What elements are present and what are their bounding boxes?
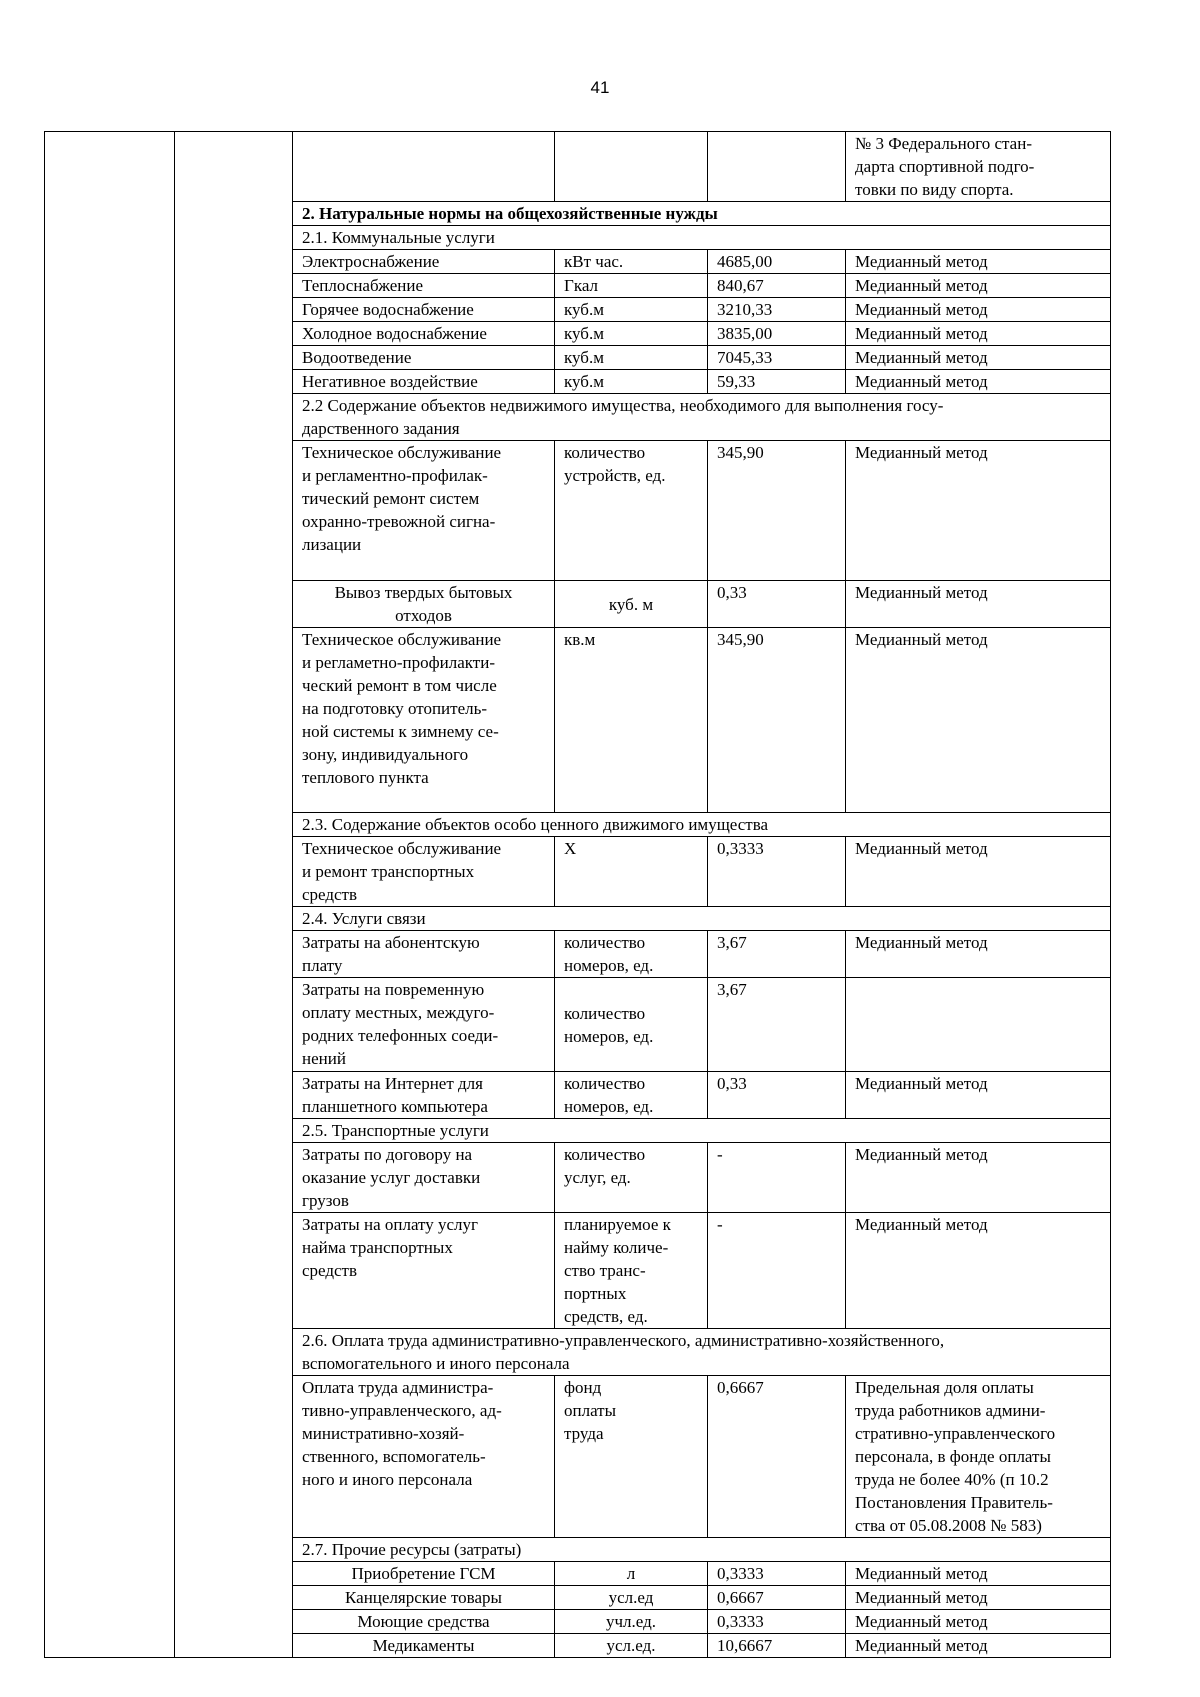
empty-column-1: [45, 132, 175, 1658]
cell-value: 0,6667: [708, 1376, 846, 1538]
cell-unit: количество устройств, ед.: [555, 441, 708, 581]
cell-unit: куб.м: [555, 346, 708, 370]
cell-value: 345,90: [708, 628, 846, 813]
cell-method: Медианный метод: [846, 931, 1111, 978]
cell-method: Медианный метод: [846, 628, 1111, 813]
cell-unit: куб. м: [555, 581, 708, 628]
cell-value: 0,3333: [708, 1610, 846, 1634]
cell-method: Медианный метод: [846, 298, 1111, 322]
cell-method: [846, 978, 1111, 1072]
cell-name: Затраты на повременную оплату местных, междуго- родних телефонных соеди- нений: [293, 978, 555, 1072]
cell-value: 3,67: [708, 931, 846, 978]
cell-unit: куб.м: [555, 298, 708, 322]
cell-name: Канцелярские товары: [293, 1586, 555, 1610]
cell-name: Затраты по договору на оказание услуг доставки грузов: [293, 1143, 555, 1213]
cell-unit: учл.ед.: [555, 1610, 708, 1634]
cell-method: Медианный метод: [846, 837, 1111, 907]
cell-value: 7045,33: [708, 346, 846, 370]
norms-table: [44, 131, 1111, 1658]
cell-value: 345,90: [708, 441, 846, 581]
cell-value: 3,67: [708, 978, 846, 1072]
cell-name: Горячее водоснабжение: [293, 298, 555, 322]
empty-column-2: [175, 132, 293, 1658]
cell-value: 0,3333: [708, 1562, 846, 1586]
cell-name: Моющие средства: [293, 1610, 555, 1634]
cell-unit: количество номеров, ед.: [555, 931, 708, 978]
cell-name: Медикаменты: [293, 1634, 555, 1658]
cell-unit: количество номеров, ед.: [555, 1072, 708, 1119]
cell-unit: фонд оплаты труда: [555, 1376, 708, 1538]
cell-method: Медианный метод: [846, 274, 1111, 298]
cell-name: Приобретение ГСМ: [293, 1562, 555, 1586]
cell-name: Затраты на оплату услуг найма транспортных средств: [293, 1213, 555, 1329]
cell-unit: усл.ед: [555, 1586, 708, 1610]
cell-method: Медианный метод: [846, 370, 1111, 394]
cell-method: Медианный метод: [846, 1634, 1111, 1658]
cell-name: Холодное водоснабжение: [293, 322, 555, 346]
cell-value: 0,33: [708, 581, 846, 628]
cell-unit: кв.м: [555, 628, 708, 813]
cell-method: Медианный метод: [846, 581, 1111, 628]
cell-name: Негативное воздействие: [293, 370, 555, 394]
cell-name: Оплата труда администра- тивно-управленческого, ад- министративно-хозяй- ственного, вспомогатель- ного и иного персонала: [293, 1376, 555, 1538]
cell-name: Техническое обслуживание и ремонт транспортных средств: [293, 837, 555, 907]
subsection-2-5-title: 2.5. Транспортные услуги: [293, 1119, 1111, 1143]
subsection-2-7-title: 2.7. Прочие ресурсы (затраты): [293, 1538, 1111, 1562]
cell-method: Медианный метод: [846, 1610, 1111, 1634]
cell-name: Электроснабжение: [293, 250, 555, 274]
cell-value: 3835,00: [708, 322, 846, 346]
cell-unit: Х: [555, 837, 708, 907]
cell-value: 59,33: [708, 370, 846, 394]
cell-method: № 3 Федерального стан- дарта спортивной подго- товки по виду спорта.: [846, 132, 1111, 202]
cell-method: Медианный метод: [846, 1072, 1111, 1119]
subsection-2-4-title: 2.4. Услуги связи: [293, 907, 1111, 931]
cell-unit: куб.м: [555, 322, 708, 346]
cell-name: Техническое обслуживание и регламентно-профилак- тический ремонт систем охранно-тревожной сигна- лизации: [293, 441, 555, 581]
cell-method: Предельная доля оплаты труда работников админи- стративно-управленческого персонала, в фонде оплаты труда не более 40% (п 10.2 Постановления Правитель- ства от 05.08.2008 № 583): [846, 1376, 1111, 1538]
cell-unit: кВт час.: [555, 250, 708, 274]
cell-unit: количество номеров, ед.: [555, 978, 708, 1072]
cell-value: 840,67: [708, 274, 846, 298]
cell-method: Медианный метод: [846, 441, 1111, 581]
cell-method: Медианный метод: [846, 1586, 1111, 1610]
cell-method: Медианный метод: [846, 1213, 1111, 1329]
table-row: [45, 132, 1111, 202]
cell-method: Медианный метод: [846, 1562, 1111, 1586]
cell-value: 0,6667: [708, 1586, 846, 1610]
cell-unit: количество услуг, ед.: [555, 1143, 708, 1213]
cell-unit: усл.ед.: [555, 1634, 708, 1658]
cell-value: 4685,00: [708, 250, 846, 274]
subsection-2-6-title: 2.6. Оплата труда административно-управленческого, административно-хозяйственного, вспомогательного и иного персонала: [293, 1329, 1111, 1376]
cell-value: 3210,33: [708, 298, 846, 322]
cell-method: Медианный метод: [846, 1143, 1111, 1213]
cell-name: Затраты на Интернет для планшетного компьютера: [293, 1072, 555, 1119]
cell-value: [708, 132, 846, 202]
cell-unit: [555, 132, 708, 202]
cell-name: Водоотведение: [293, 346, 555, 370]
cell-name: Вывоз твердых бытовых отходов: [293, 581, 555, 628]
cell-value: 0,3333: [708, 837, 846, 907]
cell-value: 10,6667: [708, 1634, 846, 1658]
subsection-2-2-title: 2.2 Содержание объектов недвижимого имущества, необходимого для выполнения госу- дарственного задания: [293, 394, 1111, 441]
cell-method: Медианный метод: [846, 346, 1111, 370]
cell-method: Медианный метод: [846, 250, 1111, 274]
section-2-title: 2. Натуральные нормы на общехозяйственные нужды: [293, 202, 1111, 226]
cell-value: -: [708, 1143, 846, 1213]
cell-unit: Гкал: [555, 274, 708, 298]
cell-name: Техническое обслуживание и регламетно-профилакти- ческий ремонт в том числе на подготовку отопитель- ной системы к зимнему се- зону, индивидуального теплового пункта: [293, 628, 555, 813]
cell-method: Медианный метод: [846, 322, 1111, 346]
subsection-2-1-title: 2.1. Коммунальные услуги: [293, 226, 1111, 250]
cell-unit: куб.м: [555, 370, 708, 394]
subsection-2-3-title: 2.3. Содержание объектов особо ценного движимого имущества: [293, 813, 1111, 837]
page-number: 41: [590, 78, 610, 97]
cell-name: Теплоснабжение: [293, 274, 555, 298]
cell-value: -: [708, 1213, 846, 1329]
cell-name: [293, 132, 555, 202]
cell-unit: л: [555, 1562, 708, 1586]
cell-value: 0,33: [708, 1072, 846, 1119]
cell-unit: планируемое к найму количе- ство транс- портных средств, ед.: [555, 1213, 708, 1329]
cell-name: Затраты на абонентскую плату: [293, 931, 555, 978]
